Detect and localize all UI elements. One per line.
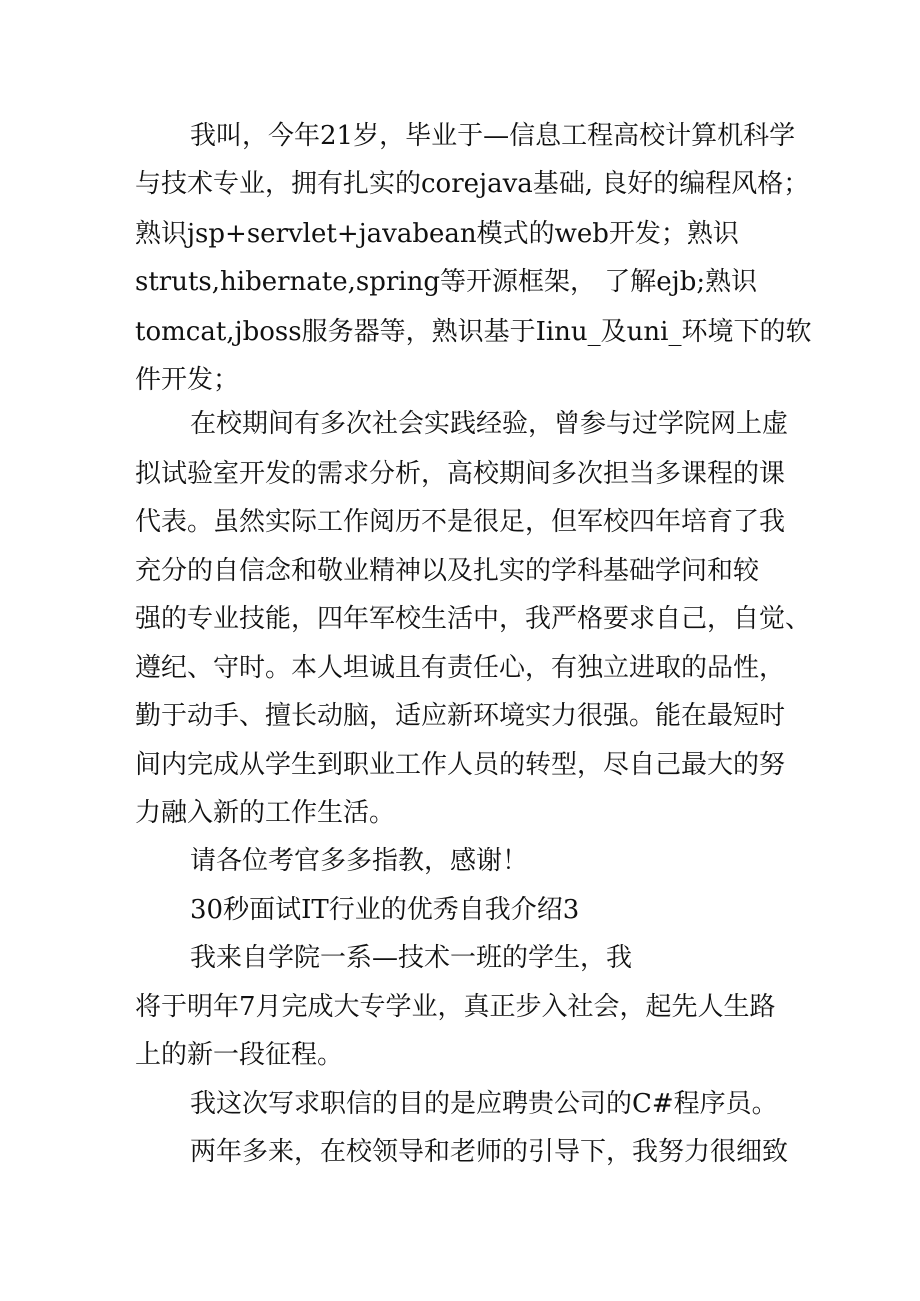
text-line: 我来自学院一系—技术一班的学生，我 (190, 943, 633, 973)
text-line: 请各位考官多多指教，感谢！ (190, 846, 529, 876)
text-line: 熟识jsp+servlet+javabean模式的web开发；熟识 (135, 219, 739, 249)
text-line: 与技术专业，拥有扎实的corejava基础, 良好的编程风格； (135, 169, 810, 199)
text-line: 在校期间有多次社会实践经验，曾参与过学院网上虚 (190, 409, 789, 439)
text-line: 充分的自信念和敬业精神以及扎实的学科基础学问和较 (135, 556, 760, 586)
text-line: tomcat,jboss服务器等，熟识基于Iinu_及uni_环境下的软 (135, 317, 812, 347)
text-line: 将于明年7月完成大专学业，真正步入社会，起先人生路 (135, 992, 776, 1022)
text-line: 我这次写求职信的目的是应聘贵公司的C#程序员。 (190, 1089, 778, 1119)
text-line: 间内完成从学生到职业工作人员的转型，尽自己最大的努 (135, 750, 786, 780)
text-line: 勤于动手、擅长动脑，适应新环境实力很强。能在最短时 (135, 701, 786, 731)
text-line: 代表。虽然实际工作阅历不是很足，但军校四年培育了我 (135, 507, 786, 537)
text-line: 两年多来，在校领导和老师的引导下，我努力很细致 (190, 1137, 789, 1167)
text-line: 上的新一段征程。 (135, 1040, 344, 1070)
text-line: struts,hibernate,spring等开源框架， 了解ejb;熟识 (135, 267, 758, 297)
text-line: 件开发； (135, 365, 240, 395)
text-line: 我叫，今年21岁，毕业于—信息工程高校计算机科学 (190, 121, 796, 151)
text-line: 拟试验室开发的需求分析，高校期间多次担当多课程的课 (135, 459, 786, 489)
text-line: 力融入新的工作生活。 (135, 798, 396, 828)
text-line: 遵纪、守时。本人坦诚且有责任心，有独立进取的品性， (135, 653, 786, 683)
section-heading: 30秒面试IT行业的优秀自我介绍3 (190, 895, 580, 925)
text-line: 强的专业技能，四年军校生活中，我严格要求自己，自觉、 (135, 604, 812, 634)
